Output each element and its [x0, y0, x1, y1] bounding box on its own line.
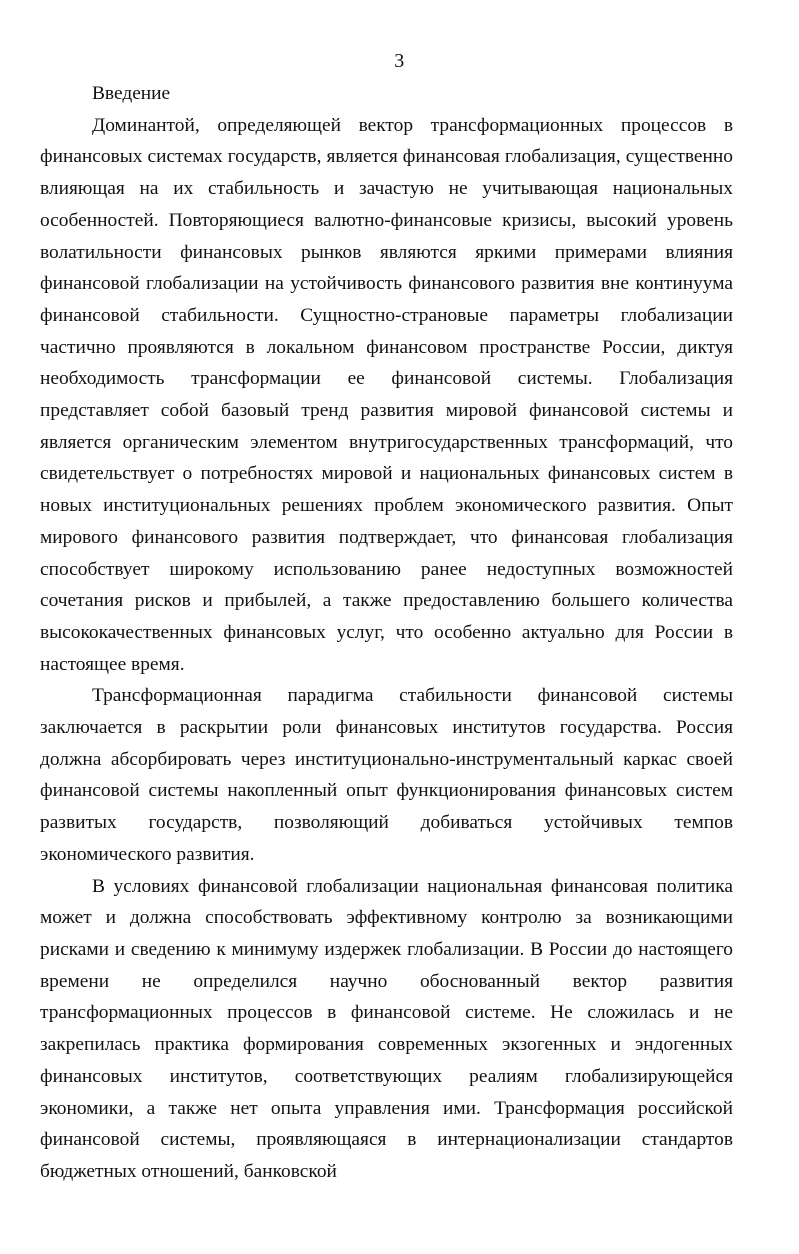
paragraph: Трансформационная парадигма стабильности финансовой системы заключается в раскрытии роли финансовых институтов государства. Россия должна абсорбировать через институционально-инструментальный каркас своей финансовой системы накопленный опыт функционирования финансовых систем развитых государств, позволяющий добиваться устойчивых темпов экономического развития. [40, 685, 733, 865]
paragraph: В условиях финансовой глобализации национальная финансовая политика может и должна способствовать эффективному контролю за возникающими рисками и сведению к минимуму издержек глобализации. В России до настоящего времени не определился научно обоснованный вектор развития трансформационных процессов в финансовой системе. Не сложилась и не закрепилась практика формирования современных экзогенных и эндогенных финансовых институтов, соответствующих реалиям глобализирующейся экономики, а также нет опыта управления ими. Трансформация российской финансовой системы, проявляющаяся в интернационализации стандартов бюджетных отношений, банковской [40, 875, 733, 1182]
page-number: 3 [394, 50, 405, 72]
document-body [40, 78, 733, 1188]
paragraph: Доминантой, определяющей вектор трансформационных процессов в финансовых системах государств, является финансовая глобализация, существенно влияющая на их стабильность и зачастую не учитывающая национальных особенностей. Повторяющиеся валютно-финансовые кризисы, высокий уровень волатильности финансовых рынков являются яркими примерами влияния финансовой глобализации на устойчивость финансового развития вне континуума финансовой стабильности. Сущностно-страновые параметры глобализации частично проявляются в локальном финансовом пространстве России, диктуя необходимость трансформации ее финансовой системы. Глобализация представляет собой базовый тренд развития мировой финансовой системы и является органическим элементом внутригосударственных трансформаций, что свидетельствует о потребностях мировой и национальных финансовых систем в новых институциональных решениях проблем экономического развития. Опыт мирового финансового развития подтверждает, что финансовая глобализация способствует широкому использованию ранее недоступных возможностей сочетания рисков и прибылей, а также предоставлению большего количества высококачественных финансовых услуг, что особенно актуально для России в настоящее время. [40, 114, 733, 675]
section-heading: Введение [92, 83, 171, 104]
